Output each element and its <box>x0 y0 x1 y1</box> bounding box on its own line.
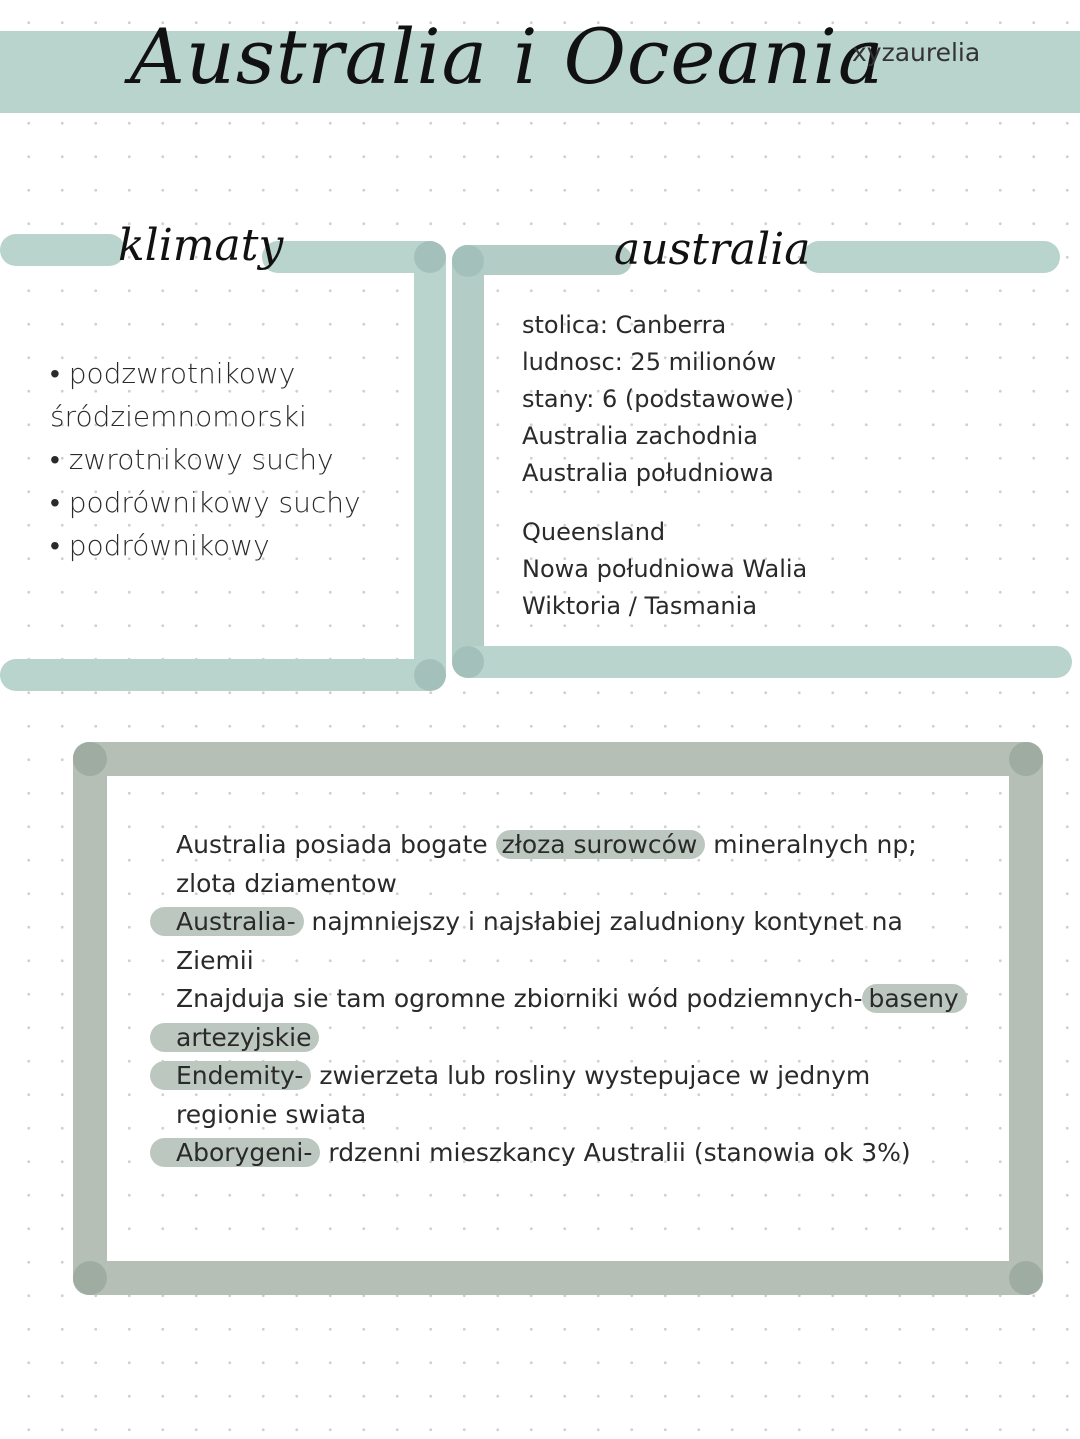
fact-line <box>176 942 967 981</box>
climates-list <box>50 352 361 567</box>
fact-line <box>176 826 967 865</box>
fact-text: Australia posiada bogate <box>176 830 496 859</box>
climate-item: • podzwrotnikowy <box>50 357 296 390</box>
facts-box-corner-tl <box>73 742 107 776</box>
klimaty-box-corner-br <box>414 659 446 691</box>
facts-list <box>176 826 967 1173</box>
facts-box-right-border <box>1009 742 1043 1295</box>
fact-text: Znajduja sie tam ogromne zbiorniki wód podziemnych- <box>176 984 863 1013</box>
climate-item: śródziemnomorski <box>50 400 307 433</box>
fact-highlight: Australia- <box>150 907 304 936</box>
klimaty-box-bottom-border <box>0 659 446 691</box>
klimaty-box-corner-tr <box>414 241 446 273</box>
australia-box-left-border <box>452 247 484 675</box>
author-signature: xyzaurelia <box>852 38 981 67</box>
state-item: Queensland <box>522 518 666 546</box>
fact-text: zwierzeta lub rosliny wystepujace w jednym <box>311 1061 871 1090</box>
fact-text: zlota dziamentow <box>176 868 397 898</box>
facts-box-left-border <box>73 742 107 1295</box>
australia-heading: australia <box>614 224 811 275</box>
fact-line <box>176 1134 967 1173</box>
fact-highlight: baseny <box>862 984 966 1013</box>
facts-box-top-border <box>73 742 1043 776</box>
facts-box-corner-tr <box>1009 742 1043 776</box>
fact-highlight: artezyjskie <box>150 1023 319 1052</box>
fact-line <box>176 903 967 942</box>
capital-line: stolica: Canberra <box>522 311 727 339</box>
fact-text: mineralnych np; <box>705 830 917 859</box>
fact-line <box>176 865 967 904</box>
fact-text: rdzenni mieszkancy Australii (stanowia ok 3%) <box>320 1138 911 1167</box>
state-item: Nowa południowa Walia <box>522 555 808 583</box>
fact-text: regionie swiata <box>176 1099 367 1129</box>
state-item: Wiktoria / Tasmania <box>522 592 758 620</box>
population-line: ludnosc: 25 milionów <box>522 348 777 376</box>
australia-box-corner-bl <box>452 646 484 678</box>
australia-box-corner-tl <box>452 245 484 277</box>
fact-highlight: złoza surowców <box>496 830 706 859</box>
page-title: Australia i Oceania <box>130 12 885 101</box>
australia-box-bottom-border <box>452 646 1072 678</box>
klimaty-box-right-border <box>414 244 446 690</box>
fact-highlight: Aborygeni- <box>150 1138 320 1167</box>
facts-box-corner-br <box>1009 1261 1043 1295</box>
climate-item: • podrównikowy suchy <box>50 486 361 519</box>
climate-item: • zwrotnikowy suchy <box>50 443 334 476</box>
fact-line <box>176 1057 967 1096</box>
climates-heading: klimaty <box>118 220 284 271</box>
fact-line <box>176 980 967 1019</box>
australia-info-list <box>522 307 807 625</box>
facts-box-bottom-border <box>73 1261 1043 1295</box>
states-line: stany: 6 (podstawowe) <box>522 385 795 413</box>
fact-highlight: Endemity- <box>150 1061 311 1090</box>
fact-text: Ziemii <box>176 945 254 975</box>
state-item: Australia południowa <box>522 459 774 487</box>
state-item: Australia zachodnia <box>522 422 759 450</box>
australia-heading-highlight-right <box>803 241 1060 273</box>
fact-line <box>176 1019 967 1058</box>
klimaty-heading-highlight <box>0 234 125 266</box>
facts-box-corner-bl <box>73 1261 107 1295</box>
fact-line <box>176 1096 967 1135</box>
fact-text: najmniejszy i najsłabiej zaludniony kontynet na <box>303 907 903 936</box>
climate-item: • podrównikowy <box>50 529 270 562</box>
